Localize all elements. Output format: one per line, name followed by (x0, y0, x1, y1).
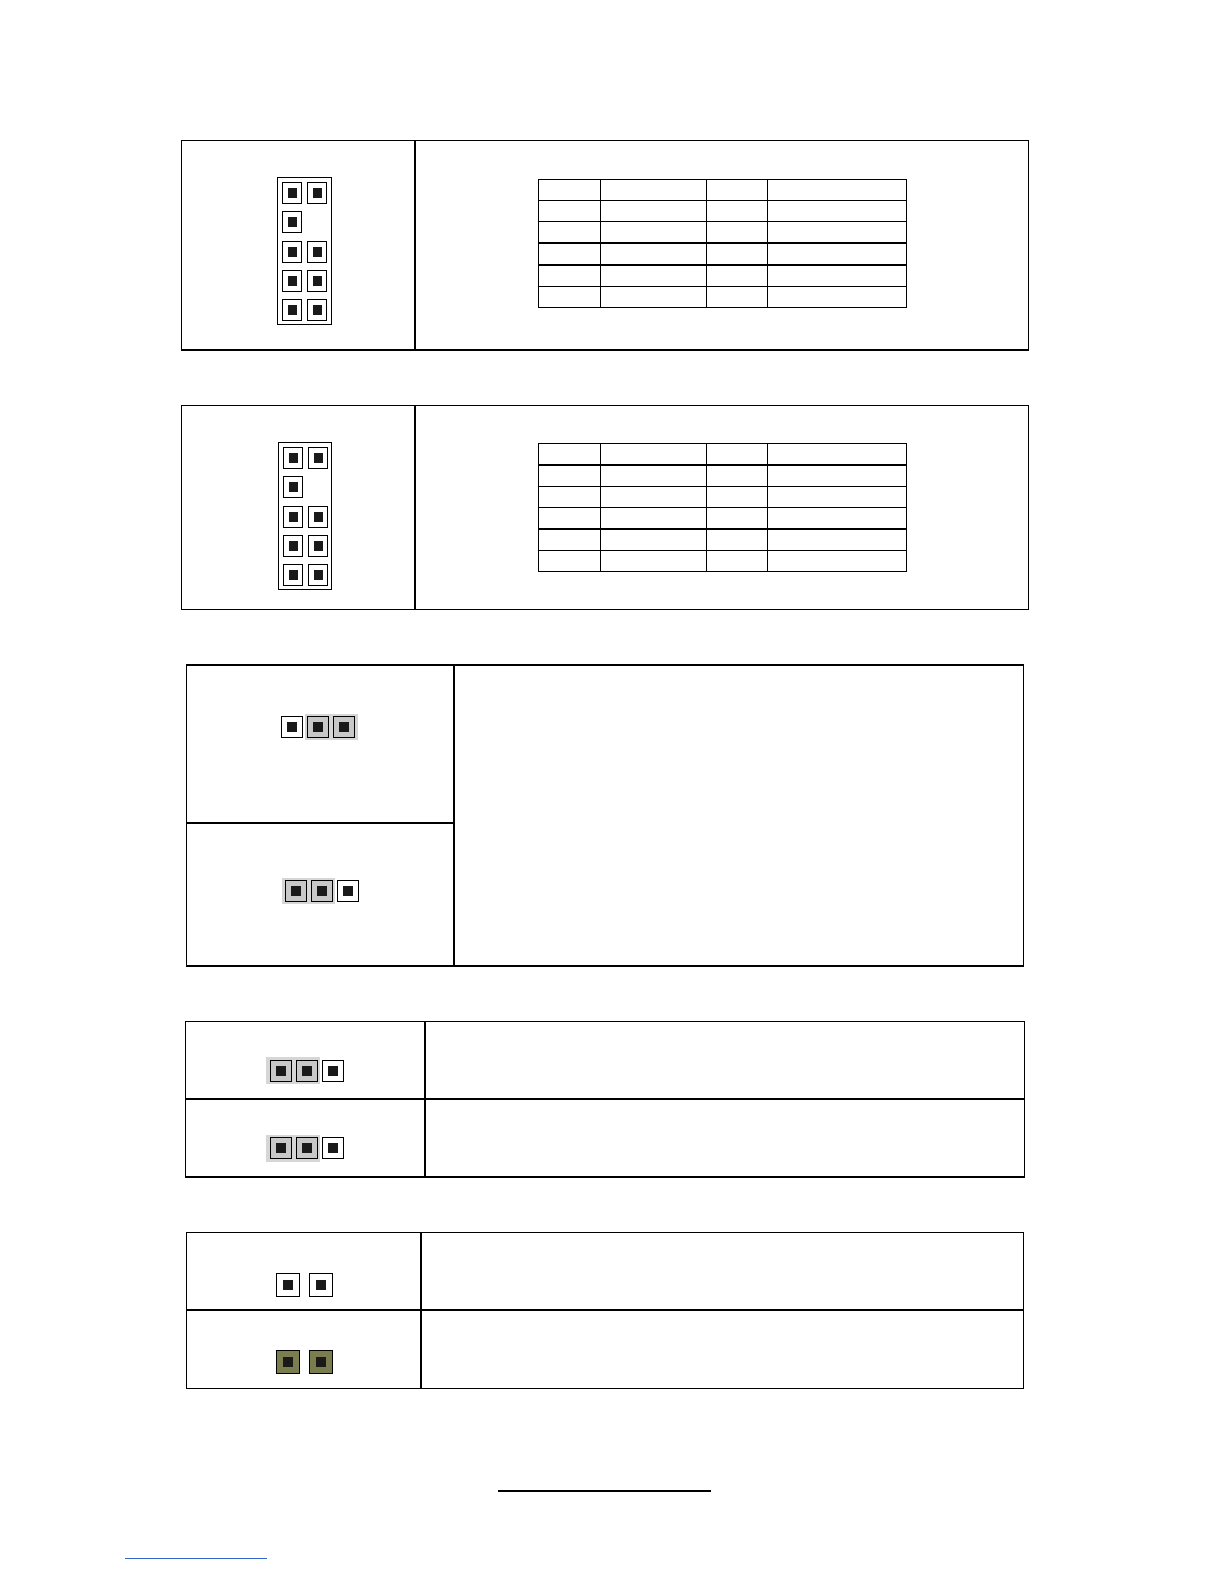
table-row (539, 243, 907, 265)
jumper-pin-open-1 (276, 1273, 300, 1297)
pin-9 (283, 564, 303, 586)
pin-7 (282, 270, 302, 292)
pin-8 (307, 270, 327, 292)
pin-5 (282, 241, 302, 263)
pin-6 (307, 241, 327, 263)
section-5-divider (420, 1232, 422, 1389)
pin-7 (283, 535, 303, 557)
table-row (539, 180, 907, 201)
pin-header-diagram-2 (278, 442, 332, 590)
table-row (539, 201, 907, 222)
section-4-divider (424, 1021, 426, 1178)
section-5-row-divider (186, 1309, 1024, 1311)
jumper-pin-2 (296, 1137, 318, 1159)
pin-5 (283, 506, 303, 528)
pin-header-diagram-1 (277, 177, 332, 325)
pin-table-2 (538, 443, 907, 572)
jumper-section-3 (186, 664, 1024, 967)
section-1-divider (414, 140, 416, 351)
pin-2 (307, 182, 327, 204)
jumper-pin-2 (296, 1060, 318, 1082)
pin-6 (308, 506, 328, 528)
jumper-pin-1 (285, 880, 307, 902)
jumper-pin-3 (322, 1060, 344, 1082)
jumper-pin-2 (307, 716, 329, 738)
table-row (539, 465, 907, 487)
pin-table-1 (538, 179, 907, 308)
jumper-pin-closed-2 (309, 1350, 333, 1374)
pin-1 (283, 447, 303, 469)
pin-2 (308, 447, 328, 469)
table-row (539, 444, 907, 466)
table-row (539, 287, 907, 308)
section-3-row-divider (186, 822, 454, 824)
pin-1 (282, 182, 302, 204)
footer-link-underline[interactable] (125, 1558, 267, 1559)
table-row (539, 508, 907, 530)
pin-9 (282, 299, 302, 321)
jumper-pin-1 (281, 716, 303, 738)
footer-rule (498, 1490, 711, 1492)
jumper-pin-2 (311, 880, 333, 902)
section-3-divider (453, 664, 455, 967)
table-row (539, 551, 907, 572)
pin-10 (308, 564, 328, 586)
table-row (539, 529, 907, 551)
jumper-pin-1 (270, 1060, 292, 1082)
pin-10 (307, 299, 327, 321)
pin-3 (282, 211, 302, 233)
table-row (539, 222, 907, 244)
jumper-pin-3 (322, 1137, 344, 1159)
jumper-pin-3 (337, 880, 359, 902)
section-2-divider (414, 405, 416, 610)
jumper-pin-3 (333, 716, 355, 738)
pin-8 (308, 535, 328, 557)
jumper-pin-open-2 (309, 1273, 333, 1297)
section-4-row-divider (185, 1098, 1025, 1100)
table-row (539, 487, 907, 508)
table-row (539, 265, 907, 287)
jumper-pin-closed-1 (276, 1350, 300, 1374)
pin-3 (283, 476, 303, 498)
jumper-pin-1 (270, 1137, 292, 1159)
